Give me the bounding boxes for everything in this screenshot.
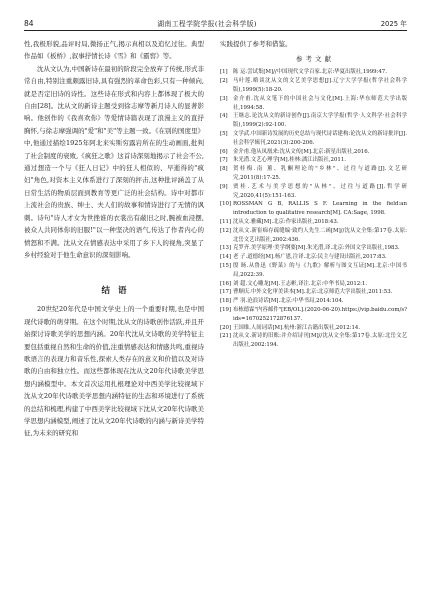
reference-text: 朱光潜.文艺心理学[M].桂林:漓江出版社,2011. <box>233 157 346 164</box>
reference-text: 文学武.中国新诗发展的历史总结与现代诗话建构:论沈从文的新诗批评[J].社会科学辑刊,2021(3):200-206. <box>233 130 407 146</box>
reference-item <box>220 130 407 148</box>
reference-number: [16] <box>220 280 232 287</box>
body-paragraph: 实践提供了参考和借鉴。 <box>220 40 292 48</box>
reference-item <box>220 253 407 262</box>
body-paragraph: 沈从文认为,中国新诗在最初的阶段完全放弃了传统,形式非常自由,特别注重颇露旧诗,具有强烈的革命色彩,只有一种倾向,就是否定旧诗的诗性。这些诗在形式和内容上都体现了极大的自由[28]。沈从文的新诗主题受到徐志摩等新月诗人的显著影响。他创作的《我喜欢你》等爱情诗篇表现了浪漫主义的直抒胸怀,与徐志摩强调的"爱"和"美"等主题一致。《在别的国度里》中,他通过描绘1925年阿北来实斯穷露岩所在的生动画面,批判了社会制度的衰败,《疯狂之歌》这首诗深刻地揭示了社会不公,通过想造一个与《狂人日记》中的狂人相似的、早逝得的"疯妇"角色,对资本主义体系进行了深刻的抨击,这种批评涵盖了从日常生活的物质层面到教育等更广泛的社会结构。诗中对都市上流社会的贵族、绅士、夫人们的故事和情诗进行了无情的讽刺。诗句"诗人才女为世挫谁的衣裳出有蔽旧之时,腕被血浸摆,被众人共同体你的旧服!"以一种坚决的语气,传达了作者内心的愤怒和不满。沈从文在情感表达中采用了乡下人的视角,突显了乡村经验对于他生命意识的深刻影响。 <box>24 64 204 259</box>
section-spacer <box>24 261 204 279</box>
right-column <box>220 38 407 589</box>
reference-text: 沈从文.新崔痴存疏缝编·致约人先生二函[M]//沈从文全集:第17卷.太原:北岳文艺出版社,2002:436. <box>233 227 407 243</box>
reference-number: [4] <box>220 113 228 120</box>
reference-text: 殷 旸.从鲁迅《野菜》的与《九歌》解析与图文互证[M].北京:中国书局,2022:39. <box>233 262 407 278</box>
reference-text: 严 羽.沧浪诗话[M].北京:中华书局,2014:104. <box>233 298 344 305</box>
section-heading-conclusion: 结语 <box>101 286 135 297</box>
reference-text: 贾桂.艺术与美学思想的"从林"、过往与道路[J].哲学研究,2020,41(5):151-163. <box>233 183 407 199</box>
reference-text: 沈从文.新诗的旧账:并介绍诗刊[M]//沈从文全集:第17卷.太原:北岳文艺出版社,2002:194. <box>233 333 407 349</box>
reference-item <box>220 156 407 165</box>
page-number: 84 <box>24 19 34 28</box>
reference-text: 贺桂梅.南 薰、乳酮理论的"乡林"、过往与道路[J].文艺研究,2011(8):17-25. <box>233 166 407 181</box>
reference-number: [10] <box>220 201 232 208</box>
reference-number: [11] <box>220 218 232 225</box>
reference-item <box>220 95 407 113</box>
journal-title: 湖南工程学院学报(社会科学版) <box>157 20 257 28</box>
reference-item <box>220 297 407 306</box>
reference-text: 王国维.人间词话[M].杭州:浙江古籍出版社,2012:14. <box>233 324 361 331</box>
reference-item <box>220 112 407 130</box>
reference-text: 曹顺庆.中外文化审美读本[M].北京:北京师范大学出版社,2011:53. <box>233 289 393 296</box>
reference-item <box>220 332 407 350</box>
reference-text: 王继志.论沈从文的新诗创作[J].南京大学学报(哲学·人文科学·社会科学版),1999(2):92-100. <box>233 113 407 129</box>
reference-number: [3] <box>220 95 228 102</box>
header-rule <box>24 30 407 31</box>
reference-number: [21] <box>220 333 232 340</box>
reference-text: 沈从文.雅藏[M].北京:作家出版社,2018:43. <box>233 218 339 225</box>
reference-text: 马叶莲.略谈沈从文的文艺美学思想[J].辽宁大学学报(哲学社会科学版),1999(5):18-20. <box>233 78 407 93</box>
references-heading: 参考文献 <box>296 55 334 64</box>
reference-item <box>220 77 407 95</box>
reference-item <box>220 244 407 253</box>
reference-number: [1] <box>220 69 228 76</box>
reference-item <box>220 227 407 245</box>
reference-number: [6] <box>220 148 228 155</box>
running-header <box>24 14 407 28</box>
reference-number: [5] <box>220 130 228 137</box>
reference-number: [17] <box>220 289 232 296</box>
reference-number: [9] <box>220 183 228 190</box>
reference-text: 金介甫.他从凤凰来:沈从文传[M].北京:新星出版社,2016. <box>233 148 370 155</box>
issue-year: 2025 年 <box>380 20 407 28</box>
reference-number: [7] <box>220 157 228 164</box>
reference-text: 刘 超.文心雕龙[M].王志彬,译注.北京:中华书局,2012:1. <box>233 280 368 287</box>
reference-text: ROSSMAN G B, RALLIS S F. Learning in the field:an introduction to qualitative research[M]. CA:Sage, 1998. <box>233 201 407 217</box>
reference-text: 老 子.道德经[M].杨广恩,注译.北京:民主与建设出版社,2017:83. <box>233 254 387 261</box>
reference-item <box>220 165 407 183</box>
left-column <box>24 38 204 589</box>
reference-number: [8] <box>220 166 228 173</box>
reference-number: [2] <box>220 78 228 85</box>
reference-item <box>220 306 407 324</box>
reference-item <box>220 324 407 333</box>
reference-number: [13] <box>220 245 232 252</box>
reference-item <box>220 288 407 297</box>
reference-item <box>220 183 407 201</box>
reference-text: 克罗齐.美学原理·美学纲要[M].朱光潜,译.北京:外国文学出版社,1983. <box>233 245 400 252</box>
body-paragraph: 20世纪20年代是中国文学史上的一个重要时期,也是中国现代诗歌的萌芽期。在这个时期,沈从文的诗歌创作活跃,并且开始探讨诗歌美学的思想内涵。20年代沈从文诗歌的美学特征主要包括重视自然和生命的价值,注重情感表达和情感共鸣,重视诗歌语言的表现力和音乐性,探索人类存在的意义和价值以及对诗歌的自由和独立性。而这些都体现在沈从文20年代诗歌美学思想内涵模型中。本文首次运用扎根理论对中西美学比较视域下沈从文20年代诗歌美学思想内涵特征的生态和环境进行了系统的总结和梳理,构建了中西美学比较视域下沈从文20年代诗歌美学思想内涵模型,阐述了沈从文20年代诗歌的内涵与新诗美学特征,为未来的研究和 <box>24 305 204 438</box>
reference-item <box>220 68 407 77</box>
reference-number: [15] <box>220 262 232 269</box>
reference-item <box>220 280 407 289</box>
reference-text: 金介甫.沈从文笔下的中国社会与文化[M].上海:华东师范大学出版社,1994:58. <box>233 95 407 111</box>
reference-number: [19] <box>220 306 232 313</box>
reference-item <box>220 148 407 157</box>
reference-item <box>220 200 407 218</box>
reference-item <box>220 218 407 227</box>
reference-list <box>220 68 407 350</box>
reference-text: 陈 运.尝试集[M]//中国现代文学百家.北京:华夏出版社,1999:47. <box>233 69 387 76</box>
reference-number: [14] <box>220 254 232 261</box>
reference-number: [12] <box>220 227 232 234</box>
reference-number: [18] <box>220 298 232 305</box>
body-paragraph: 性,我极形貌,品评时局,微扬正气,揭示真相以及追忆过往。典型作品如《板桥》,叙事抒情长诗《雪》和《霸窖》等。 <box>24 40 204 61</box>
reference-item <box>220 262 407 280</box>
reference-number: [20] <box>220 324 232 331</box>
reference-text: 布栋德霖"内容邮件"[EB/OL].(2020-06-20).https://vip.baidu.com/s?ids=1670252172876137. <box>233 306 407 322</box>
